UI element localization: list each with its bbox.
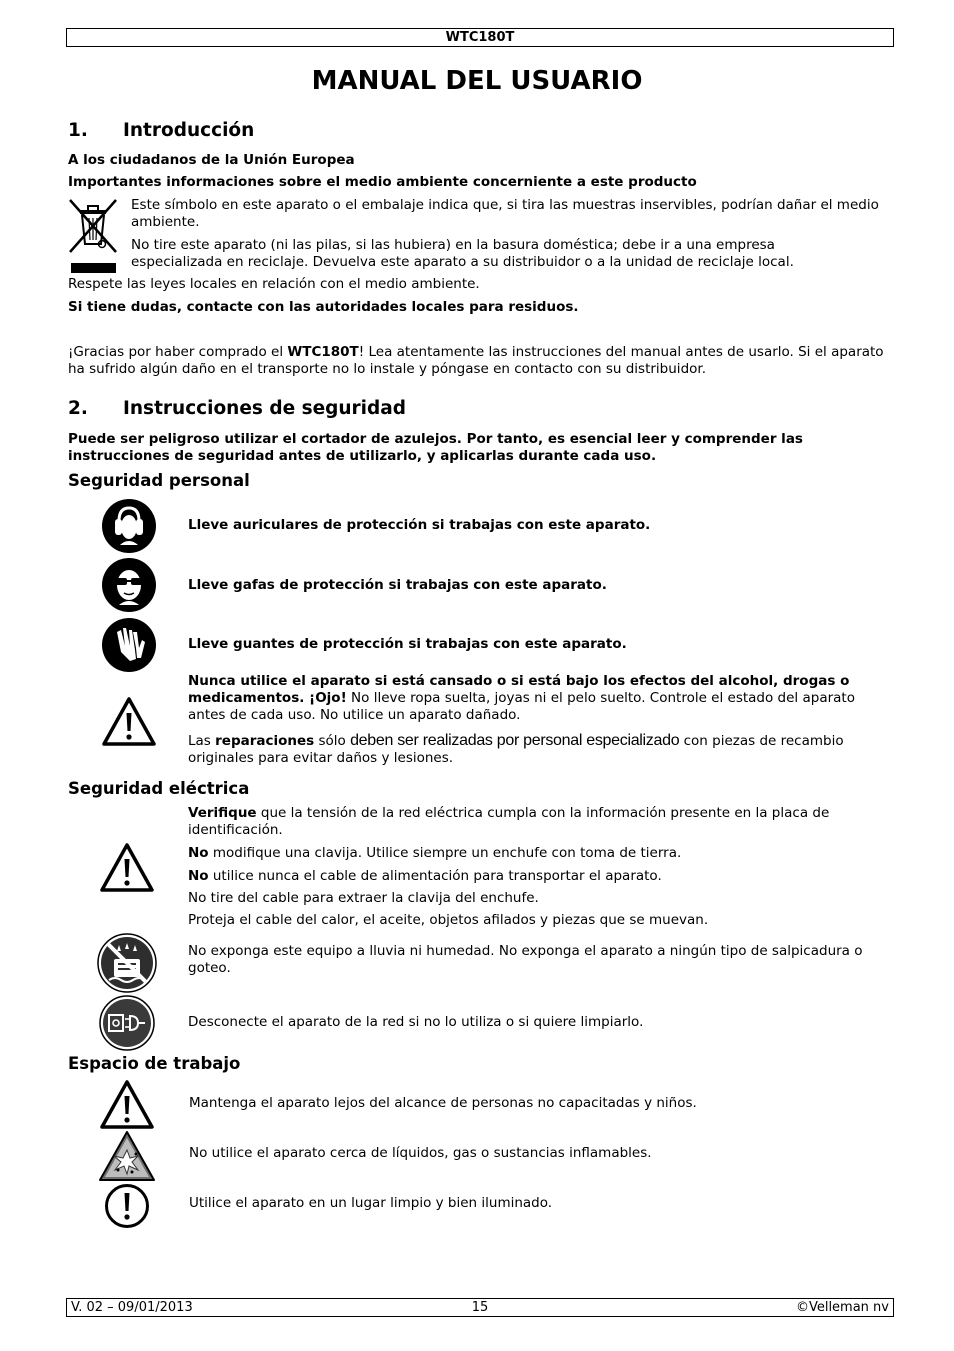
- no-moisture-icon: [97, 933, 157, 993]
- warning-triangle-icon: [102, 697, 156, 747]
- electrical-safety-heading: Seguridad eléctrica: [68, 779, 250, 798]
- weee-text-4: Si tiene dudas, contacte con las autoridades locales para residuos.: [68, 299, 579, 315]
- safety-glasses-icon: [102, 558, 156, 612]
- fatigue-warning-text: Nunca utilice el aparato si está cansado o si está bajo los efectos del alcohol, drogas o medicamentos. ¡Ojo! No lleve ropa suelta, joyas ni el pelo suelto. Controle el estado del aparato antes de cada uso. No utilice un aparato dañado.: [188, 673, 855, 723]
- voltage-check-text: Verifique que la tensión de la red eléctrica cumpla con la información presente en la placa de identificación.: [188, 805, 830, 838]
- cord-carry-text: No utilice nunca el cable de alimentación para transportar el aparato.: [188, 868, 662, 884]
- section-1-number: 1.: [68, 120, 88, 141]
- section-2-title: Instrucciones de seguridad: [123, 398, 406, 419]
- weee-text-1: Este símbolo en este aparato o el embalaje indica que, si tira las muestras inservibles, podrían dañar el medio ambiente.: [131, 197, 879, 230]
- personal-safety-heading: Seguridad personal: [68, 471, 250, 490]
- footer-version: V. 02 – 09/01/2013: [71, 1300, 193, 1315]
- weee-text-2: No tire este aparato (ni las pilas, si las hubiera) en la basura doméstica; debe ir a una empresa especializada en reciclaje. Devuelva este aparato a su distribuidor o a la unidad de reciclaje local.: [131, 237, 794, 270]
- section-2-number: 2.: [68, 398, 88, 419]
- ear-protection-icon: [102, 499, 156, 553]
- plug-modify-text: No modifique una clavija. Utilice siempre un enchufe con toma de tierra.: [188, 845, 682, 861]
- section-2-heading: [68, 398, 406, 419]
- safety-glasses-text: Lleve gafas de protección si trabajas con este aparato.: [188, 577, 607, 593]
- weee-text-3: Respete las leyes locales en relación con el medio ambiente.: [68, 276, 480, 292]
- disconnect-plug-icon: [99, 995, 155, 1051]
- disconnect-text: Desconecte el aparato de la red si no lo utiliza o si quiere limpiarlo.: [188, 1014, 644, 1030]
- cord-protect-text: Proteja el cable del calor, el aceite, objetos afilados y piezas que se muevan.: [188, 912, 709, 928]
- footer-page-number: 15: [471, 1300, 489, 1315]
- clean-area-text: Utilice el aparato en un lugar limpio y bien iluminado.: [189, 1195, 553, 1211]
- page-title: MANUAL DEL USUARIO: [311, 66, 643, 96]
- repairs-warning-text: Las reparaciones sólo deben ser realizadas por personal especializado con piezas de recambio originales para evitar daños y lesiones.: [188, 732, 844, 766]
- explosive-hazard-icon: [98, 1130, 156, 1183]
- thanks-paragraph: ¡Gracias por haber comprado el WTC180T! Lea atentamente las instrucciones del manual antes de usarlo. Si el aparato ha sufrido algún daño en el transporte no lo instale y póngase en contacto con su distribuidor.: [68, 344, 884, 377]
- section-1-title: Introducción: [123, 120, 255, 141]
- exclamation-circle-icon: [104, 1183, 150, 1229]
- no-moisture-text: No exponga este equipo a lluvia ni humedad. No exponga el aparato a ningún tipo de salpicadura o goteo.: [188, 943, 863, 976]
- eu-heading: A los ciudadanos de la Unión Europea: [68, 152, 355, 168]
- electrical-warning-icon: [100, 843, 154, 893]
- weee-bin-icon: [68, 197, 118, 277]
- thanks-model: WTC180T: [287, 344, 359, 360]
- ear-protection-text: Lleve auriculares de protección si trabajas con este aparato.: [188, 517, 651, 533]
- cord-pull-text: No tire del cable para extraer la clavija del enchufe.: [188, 890, 539, 906]
- header-model: WTC180T: [66, 28, 894, 47]
- env-heading: Importantes informaciones sobre el medio ambiente concerniente a este producto: [68, 174, 697, 190]
- protective-gloves-icon: [102, 618, 156, 672]
- workspace-heading: Espacio de trabajo: [68, 1054, 241, 1073]
- footer: [66, 1298, 894, 1317]
- children-warning-icon: [100, 1080, 154, 1130]
- children-text: Mantenga el aparato lejos del alcance de personas no capacitadas y niños.: [189, 1095, 697, 1111]
- section-1-heading: [68, 120, 254, 141]
- protective-gloves-text: Lleve guantes de protección si trabajas con este aparato.: [188, 636, 627, 652]
- footer-copyright: ©Velleman nv: [795, 1300, 889, 1315]
- safety-intro: Puede ser peligroso utilizar el cortador de azulejos. Por tanto, es esencial leer y comprender las instrucciones de seguridad antes de utilizarlo, y aplicarlas durante cada uso.: [68, 431, 803, 464]
- flammable-text: No utilice el aparato cerca de líquidos, gas o sustancias inflamables.: [189, 1145, 652, 1161]
